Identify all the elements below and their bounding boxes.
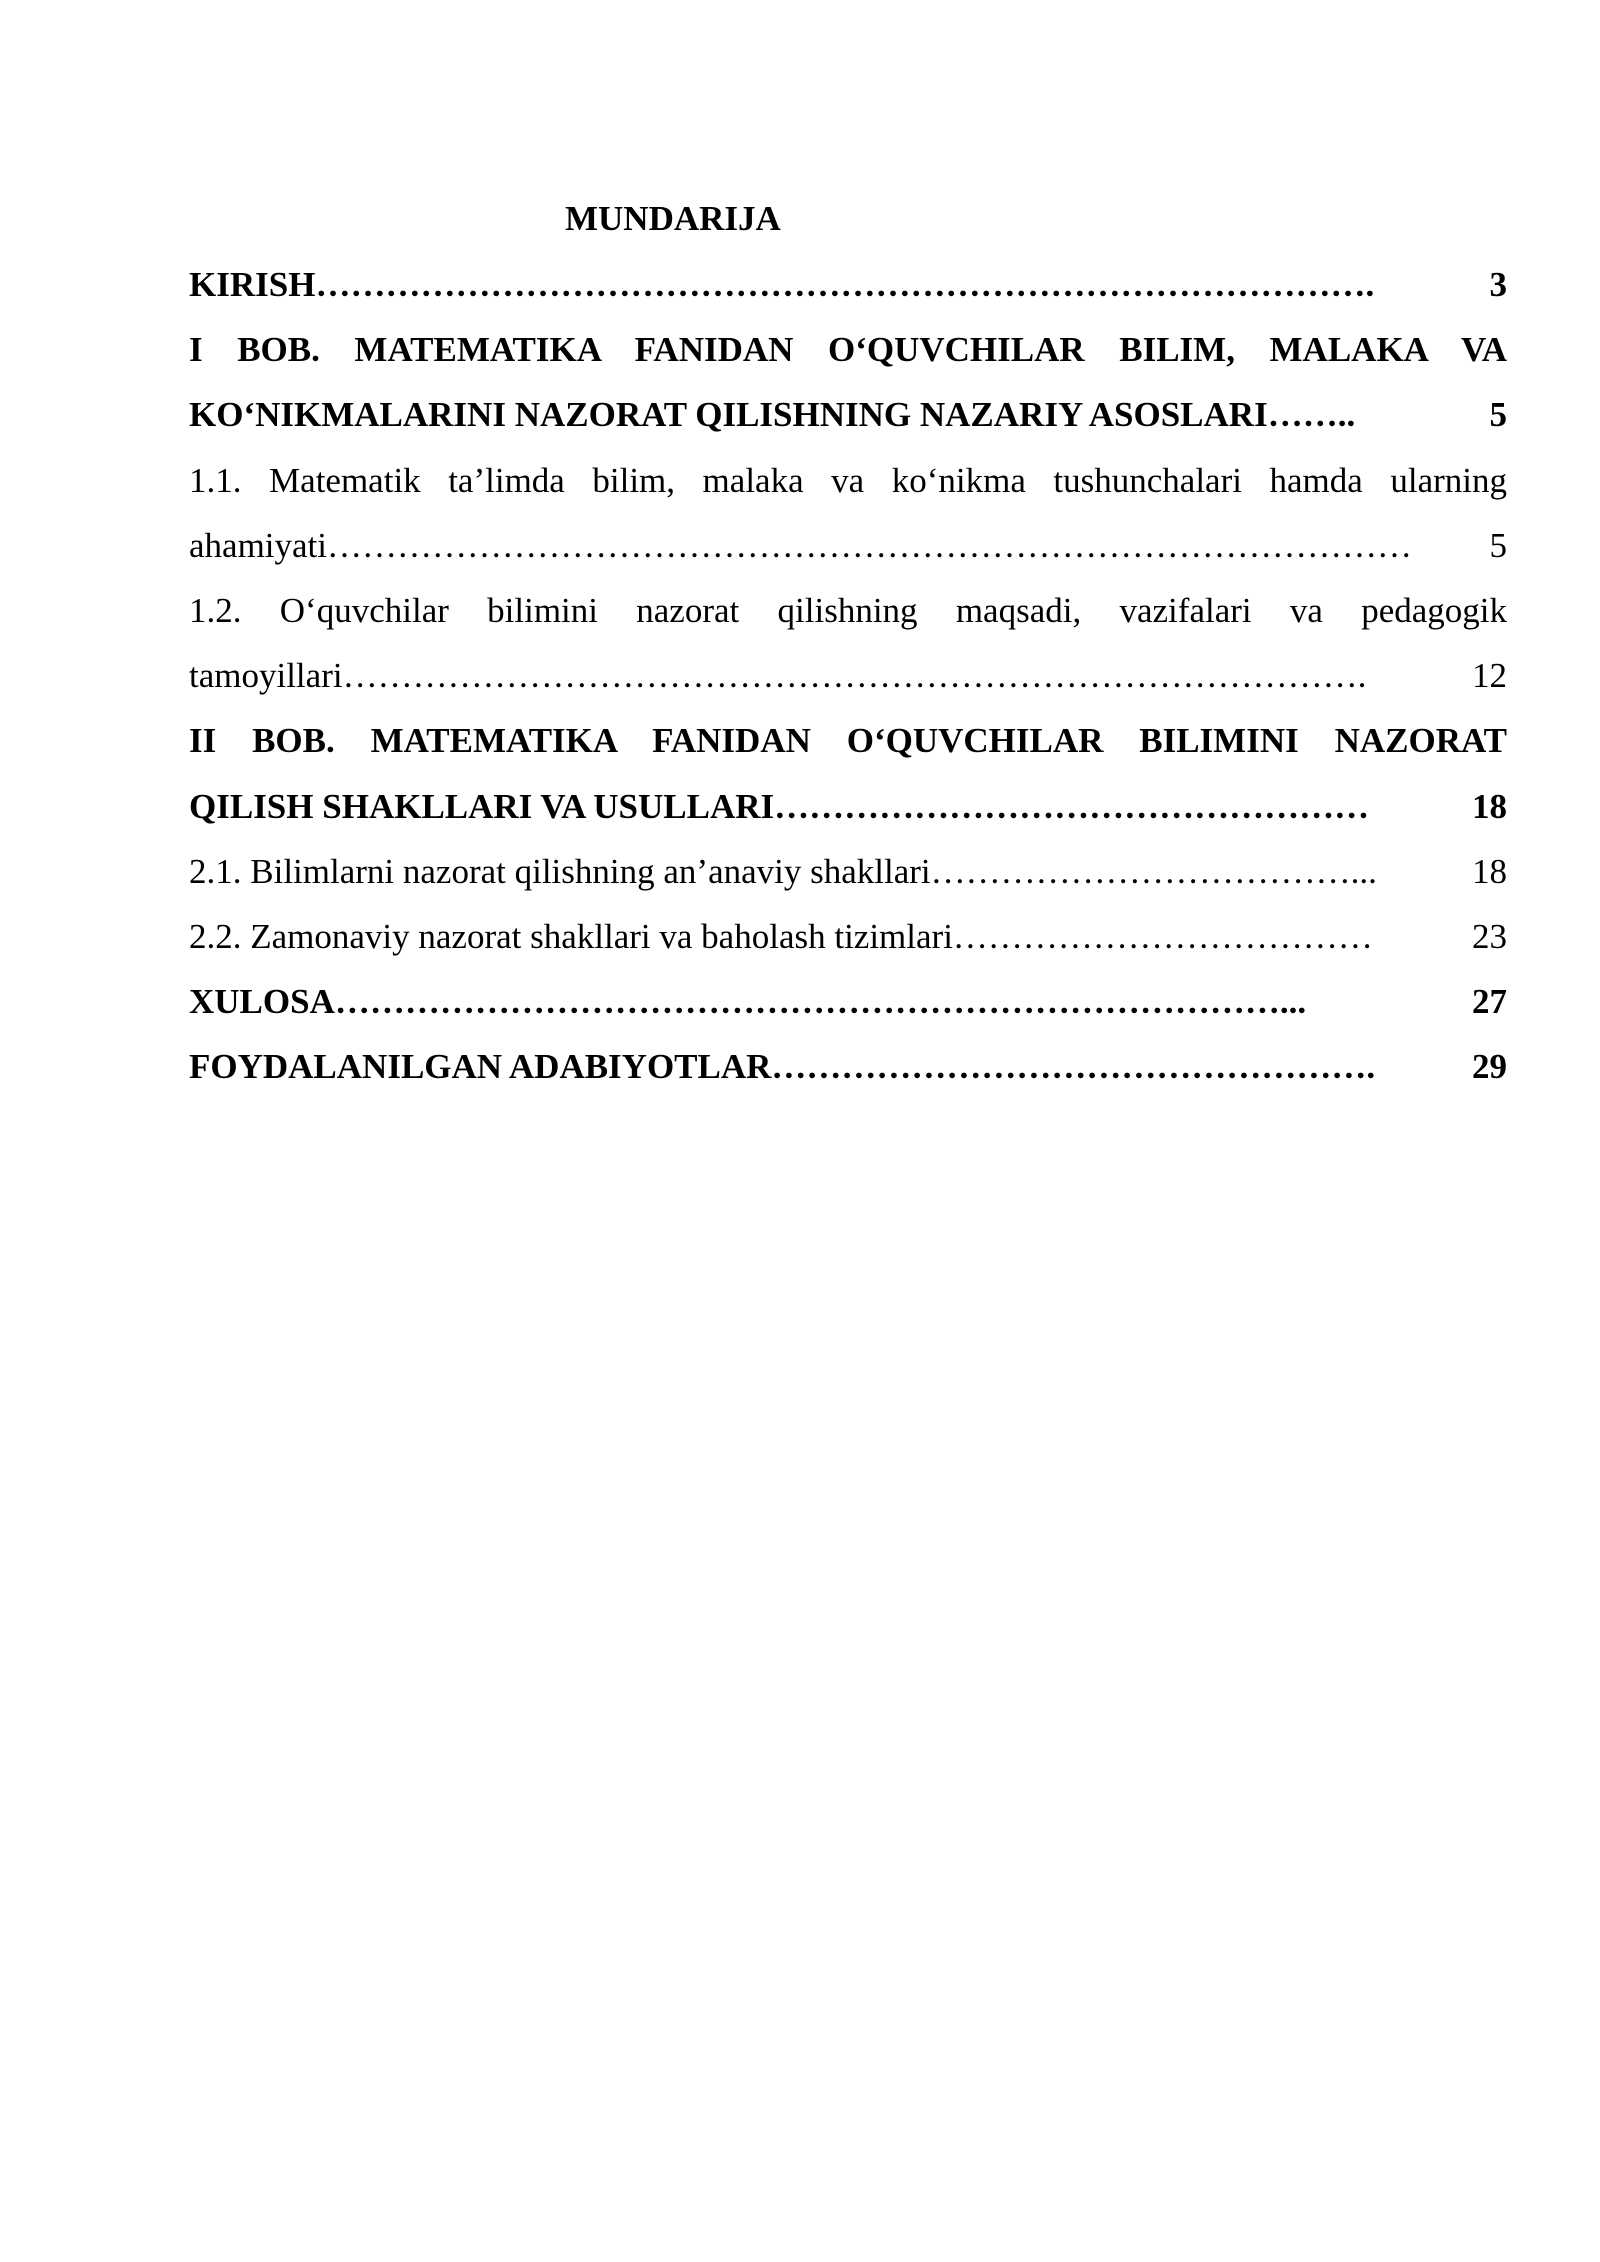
toc-page-number: 3 — [1489, 265, 1507, 304]
toc-entry-text: I BOB. MATEMATIKA FANIDAN O‘QUVCHILAR BILIM, MALAKA VA — [189, 330, 1507, 370]
toc-leader-dots: …………………………………………… — [774, 786, 1370, 826]
toc-entry-kirish[interactable] — [189, 252, 1507, 317]
toc-entry-text: tamoyillari — [189, 656, 343, 696]
toc-leader-dots: ……………………………………………………………………………. — [342, 656, 1367, 696]
toc-entry-text: KIRISH — [189, 265, 316, 304]
toc-page-number: 12 — [1472, 656, 1507, 696]
toc-leader-dots: …….. — [1267, 395, 1356, 435]
toc-leader-dots: ………………………………………………………………………………… — [327, 525, 1413, 565]
toc-title: MUNDARIJA — [565, 199, 781, 238]
toc-entry-chapter-1-cont[interactable] — [189, 382, 1507, 447]
toc-entry-text: 1.2. O‘quvchilar bilimini nazorat qilishning maqsadi, vazifalari va pedagogik — [189, 590, 1507, 630]
toc-entry-section-1-2-cont[interactable] — [189, 643, 1507, 708]
toc-entry-text: KO‘NIKMALARINI NAZORAT QILISHNING NAZARIY ASOSLARI — [189, 395, 1268, 435]
toc-entry-chapter-2[interactable] — [189, 708, 1507, 773]
toc-leader-dots: ………………………………... — [930, 851, 1377, 891]
toc-page-number: 5 — [1489, 395, 1507, 435]
toc-entry-text: XULOSA — [189, 982, 335, 1022]
toc-entry-section-2-2[interactable] — [189, 904, 1507, 969]
toc-page-number: 23 — [1472, 916, 1507, 956]
toc-entry-section-2-1[interactable] — [189, 839, 1507, 904]
toc-leader-dots: ………………………………………………………………………... — [334, 982, 1307, 1022]
toc-entry-text: QILISH SHAKLLARI VA USULLARI — [189, 786, 775, 826]
toc-page-number: 27 — [1472, 982, 1507, 1022]
toc-entry-section-1-1-cont[interactable] — [189, 513, 1507, 578]
toc-entry-adabiyotlar[interactable] — [189, 1034, 1507, 1099]
toc-entry-text: II BOB. MATEMATIKA FANIDAN O‘QUVCHILAR BILIMINI NAZORAT — [189, 721, 1507, 761]
toc-entry-xulosa[interactable] — [189, 969, 1507, 1034]
toc-leader-dots: ……………………………………………. — [771, 1047, 1376, 1087]
toc-leader-dots: ……………………………… — [952, 916, 1373, 956]
toc-entry-text: 1.1. Matematik ta’limda bilim, malaka va ko‘nikma tushunchalari hamda ularning — [189, 460, 1507, 500]
toc-entry-text: ahamiyati — [189, 525, 328, 565]
toc-page-number: 5 — [1489, 525, 1507, 565]
toc-entry-section-1-1[interactable] — [189, 448, 1507, 513]
toc-page-number: 18 — [1472, 851, 1507, 891]
toc-page-number: 18 — [1472, 786, 1507, 826]
toc-leader-dots: ………………………………………………………………………………. — [315, 265, 1375, 304]
toc-entry-text: 2.2. Zamonaviy nazorat shakllari va baholash tizimlari — [189, 916, 953, 956]
toc-entry-chapter-1[interactable] — [189, 317, 1507, 382]
toc-page-number: 29 — [1472, 1047, 1507, 1087]
table-of-contents — [189, 186, 1507, 1099]
toc-entry-chapter-2-cont[interactable] — [189, 774, 1507, 839]
toc-entry-section-1-2[interactable] — [189, 578, 1507, 643]
toc-entry-text: FOYDALANILGAN ADABIYOTLAR — [189, 1047, 772, 1087]
toc-entry-text: 2.1. Bilimlarni nazorat qilishning an’anaviy shakllari — [189, 851, 931, 891]
